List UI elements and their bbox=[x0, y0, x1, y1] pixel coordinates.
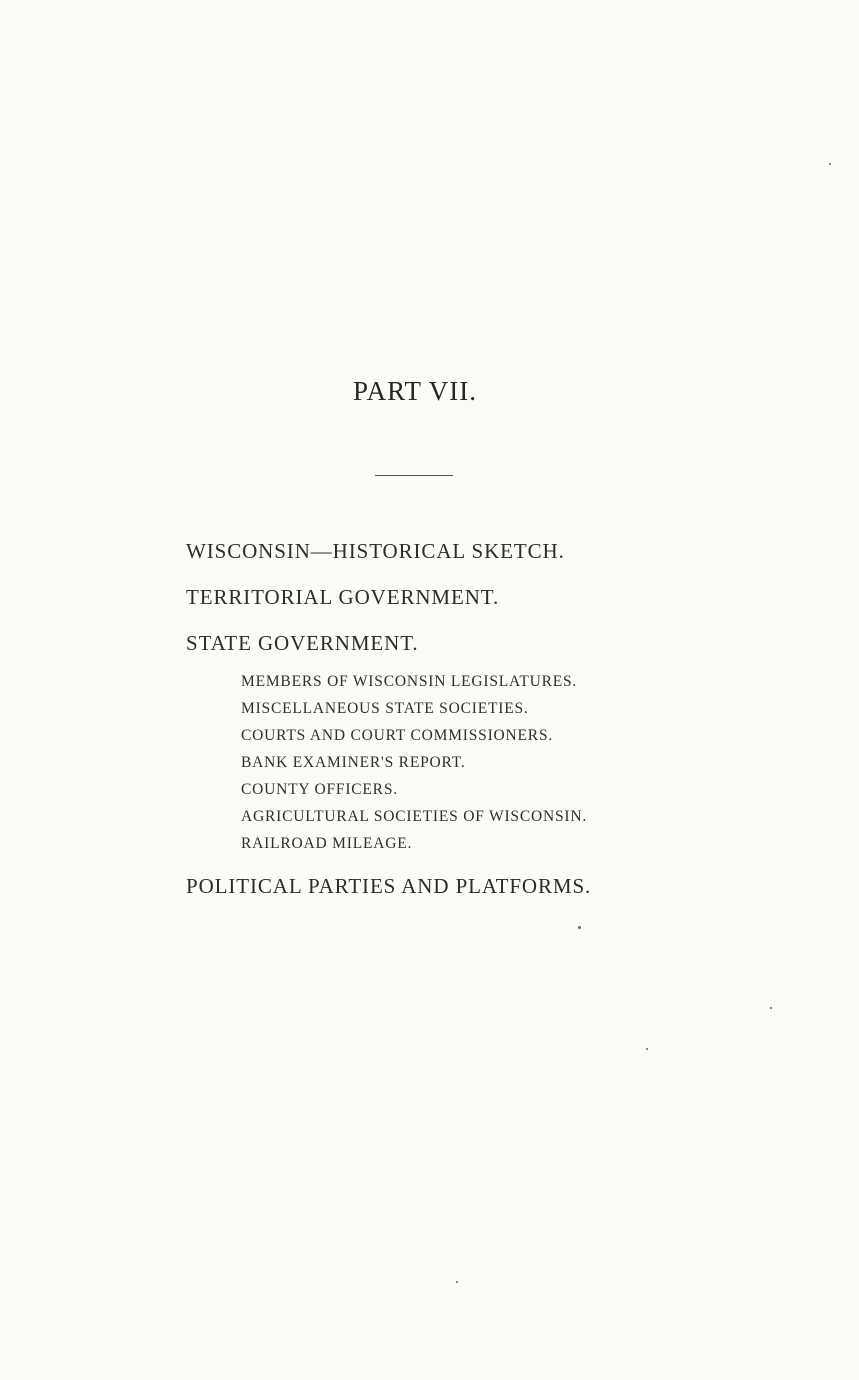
state-government-subsections bbox=[241, 668, 746, 857]
scan-speck bbox=[646, 1048, 648, 1050]
section-state-government: STATE GOVERNMENT. bbox=[186, 631, 419, 655]
scan-speck bbox=[578, 926, 581, 929]
subsection-courts: COURTS AND COURT COMMISSIONERS. bbox=[241, 727, 554, 744]
section-political-parties: POLITICAL PARTIES AND PLATFORMS. bbox=[186, 874, 592, 898]
subsection-agricultural-societies: AGRICULTURAL SOCIETIES OF WISCONSIN. bbox=[241, 808, 587, 825]
subsection-county-officers: COUNTY OFFICERS. bbox=[241, 781, 398, 798]
section-territorial-government: TERRITORIAL GOVERNMENT. bbox=[186, 585, 500, 609]
title-divider-rule bbox=[375, 475, 453, 476]
part-title: PART VII. bbox=[353, 376, 477, 406]
subsection-bank-examiner: BANK EXAMINER'S REPORT. bbox=[241, 754, 466, 771]
subsection-state-societies: MISCELLANEOUS STATE SOCIETIES. bbox=[241, 700, 529, 717]
subsection-legislatures: MEMBERS OF WISCONSIN LEGISLATURES. bbox=[241, 673, 578, 690]
subsection-railroad-mileage: RAILROAD MILEAGE. bbox=[241, 835, 413, 852]
scan-speck bbox=[829, 163, 831, 165]
section-historical-sketch: WISCONSIN—HISTORICAL SKETCH. bbox=[186, 539, 565, 563]
scan-speck bbox=[770, 1007, 772, 1009]
contents-list bbox=[186, 528, 746, 909]
scan-speck bbox=[456, 1281, 458, 1283]
